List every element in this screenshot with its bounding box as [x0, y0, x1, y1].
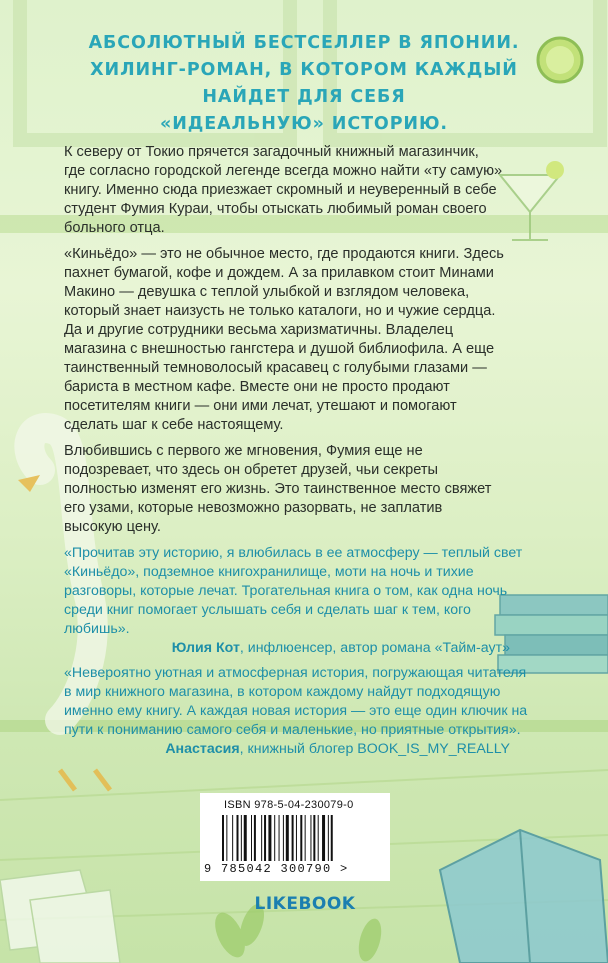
barcode-bar — [322, 815, 325, 861]
barcode-bar — [222, 815, 224, 861]
barcode-bar — [274, 815, 275, 861]
barcode-bar — [283, 815, 284, 861]
publisher-logo: LIKEBOOK — [254, 894, 356, 914]
quote-author: Юлия Кот — [171, 640, 240, 656]
barcode-bar — [226, 815, 227, 861]
barcode-bar — [310, 815, 311, 861]
barcode-bar — [331, 815, 333, 861]
headline — [40, 30, 568, 138]
barcode-bar — [296, 815, 297, 861]
quote-text: «Прочитав эту историю, я влюбилась в ее атмосферу — теплый свет «Киньёдо», подземное книгохранилище, моти на ночь и тихие разговоры, которые лечат. Трогательная книга о том, как одна ночь среди книг помогает услышать себя и сделать шаг к тем, кого любишь». — [64, 545, 523, 637]
paper-sheets — [0, 870, 120, 963]
barcode-bar — [232, 815, 233, 861]
synopsis-paragraph: К северу от Токио прячется загадочный книжный магазинчик, где согласно городской легенде всегда можно найти «ту самую» книгу. Именно сюда приезжает скромный и неуверенный в себе студент Фумия Кураи, чтобы отыскать любимый роман своего больного отца. — [64, 144, 503, 236]
quote-attribution — [64, 639, 530, 658]
synopsis — [64, 143, 504, 544]
headline-line: АБСОЛЮТНЫЙ БЕСТСЕЛЛЕР В ЯПОНИИ. — [88, 33, 520, 53]
barcode-bar — [244, 815, 247, 861]
isbn-barcode-box — [200, 793, 390, 881]
synopsis-paragraph: Влюбившись с первого же мгновения, Фумия еще не подозревает, что здесь он обретет друзей, чьи секреты полностью изменят его жизнь. Это таинственное место свяжет его узами, которые невозможно разорвать, не заплатив высокую цену. — [64, 443, 492, 535]
open-book-icon — [440, 830, 608, 963]
quote-author-role: , инфлюенсер, автор романа «Тайм-аут» — [239, 640, 510, 656]
quote-author: Анастасия — [165, 741, 240, 757]
barcode-bar — [292, 815, 294, 861]
blurb-quote — [64, 664, 530, 759]
barcode-bar — [328, 815, 329, 861]
headline-line: «ИДЕАЛЬНУЮ» ИСТОРИЮ. — [160, 114, 448, 134]
barcode-bar — [305, 815, 306, 861]
barcode-bar — [286, 815, 289, 861]
quote-text: «Невероятно уютная и атмосферная история, погружающая читателя в мир книжного магазина, в котором каждому найдут подходящую именно ему книгу. А каждая новая история — это еще один ключик на пути к пониманию самого себя и маленькие, но приятные открытия». — [64, 665, 528, 738]
barcode-bar — [264, 815, 266, 861]
barcode-bar — [300, 815, 302, 861]
isbn-label: ISBN 978-5-04-230079-0 — [224, 799, 354, 811]
blurb-quote — [64, 544, 530, 658]
barcode-bar — [251, 815, 252, 861]
quote-attribution — [64, 740, 530, 759]
isbn-digits: 9 785042 300790 > — [204, 862, 349, 876]
headline-line: НАЙДЕТ ДЛЯ СЕБЯ — [202, 87, 406, 107]
barcode-bar — [318, 815, 319, 861]
barcode-icon — [222, 815, 368, 861]
barcode-bar — [241, 815, 242, 861]
barcode-bar — [237, 815, 239, 861]
barcode-bar — [268, 815, 271, 861]
quote-author-role: , книжный блогер BOOK_IS_MY_REALLY — [239, 741, 510, 757]
barcode-bar — [313, 815, 315, 861]
synopsis-paragraph: «Киньёдо» — это не обычное место, где продаются книги. Здесь пахнет бумагой, кофе и дождем. А за прилавком стоит Минами Макино — девушка с теплой улыбкой и взглядом человека, который знает наизусть не только каталоги, но и чужие сердца. Да и другие сотрудники весьма харизматичны. Владелец магазина с внешностью гангстера и душой библиофила. А еще таинственный темноволосый красавец с голубыми глазами — бариста в местном кафе. Вместе они не просто продают посетителям книги — они ими лечат, утешают и помогают сделать шаг к себе настоящему. — [64, 246, 504, 433]
barcode-bar — [261, 815, 262, 861]
barcode-bar — [254, 815, 256, 861]
headline-line: ХИЛИНГ-РОМАН, В КОТОРОМ КАЖДЫЙ — [90, 60, 518, 80]
barcode-bar — [279, 815, 280, 861]
